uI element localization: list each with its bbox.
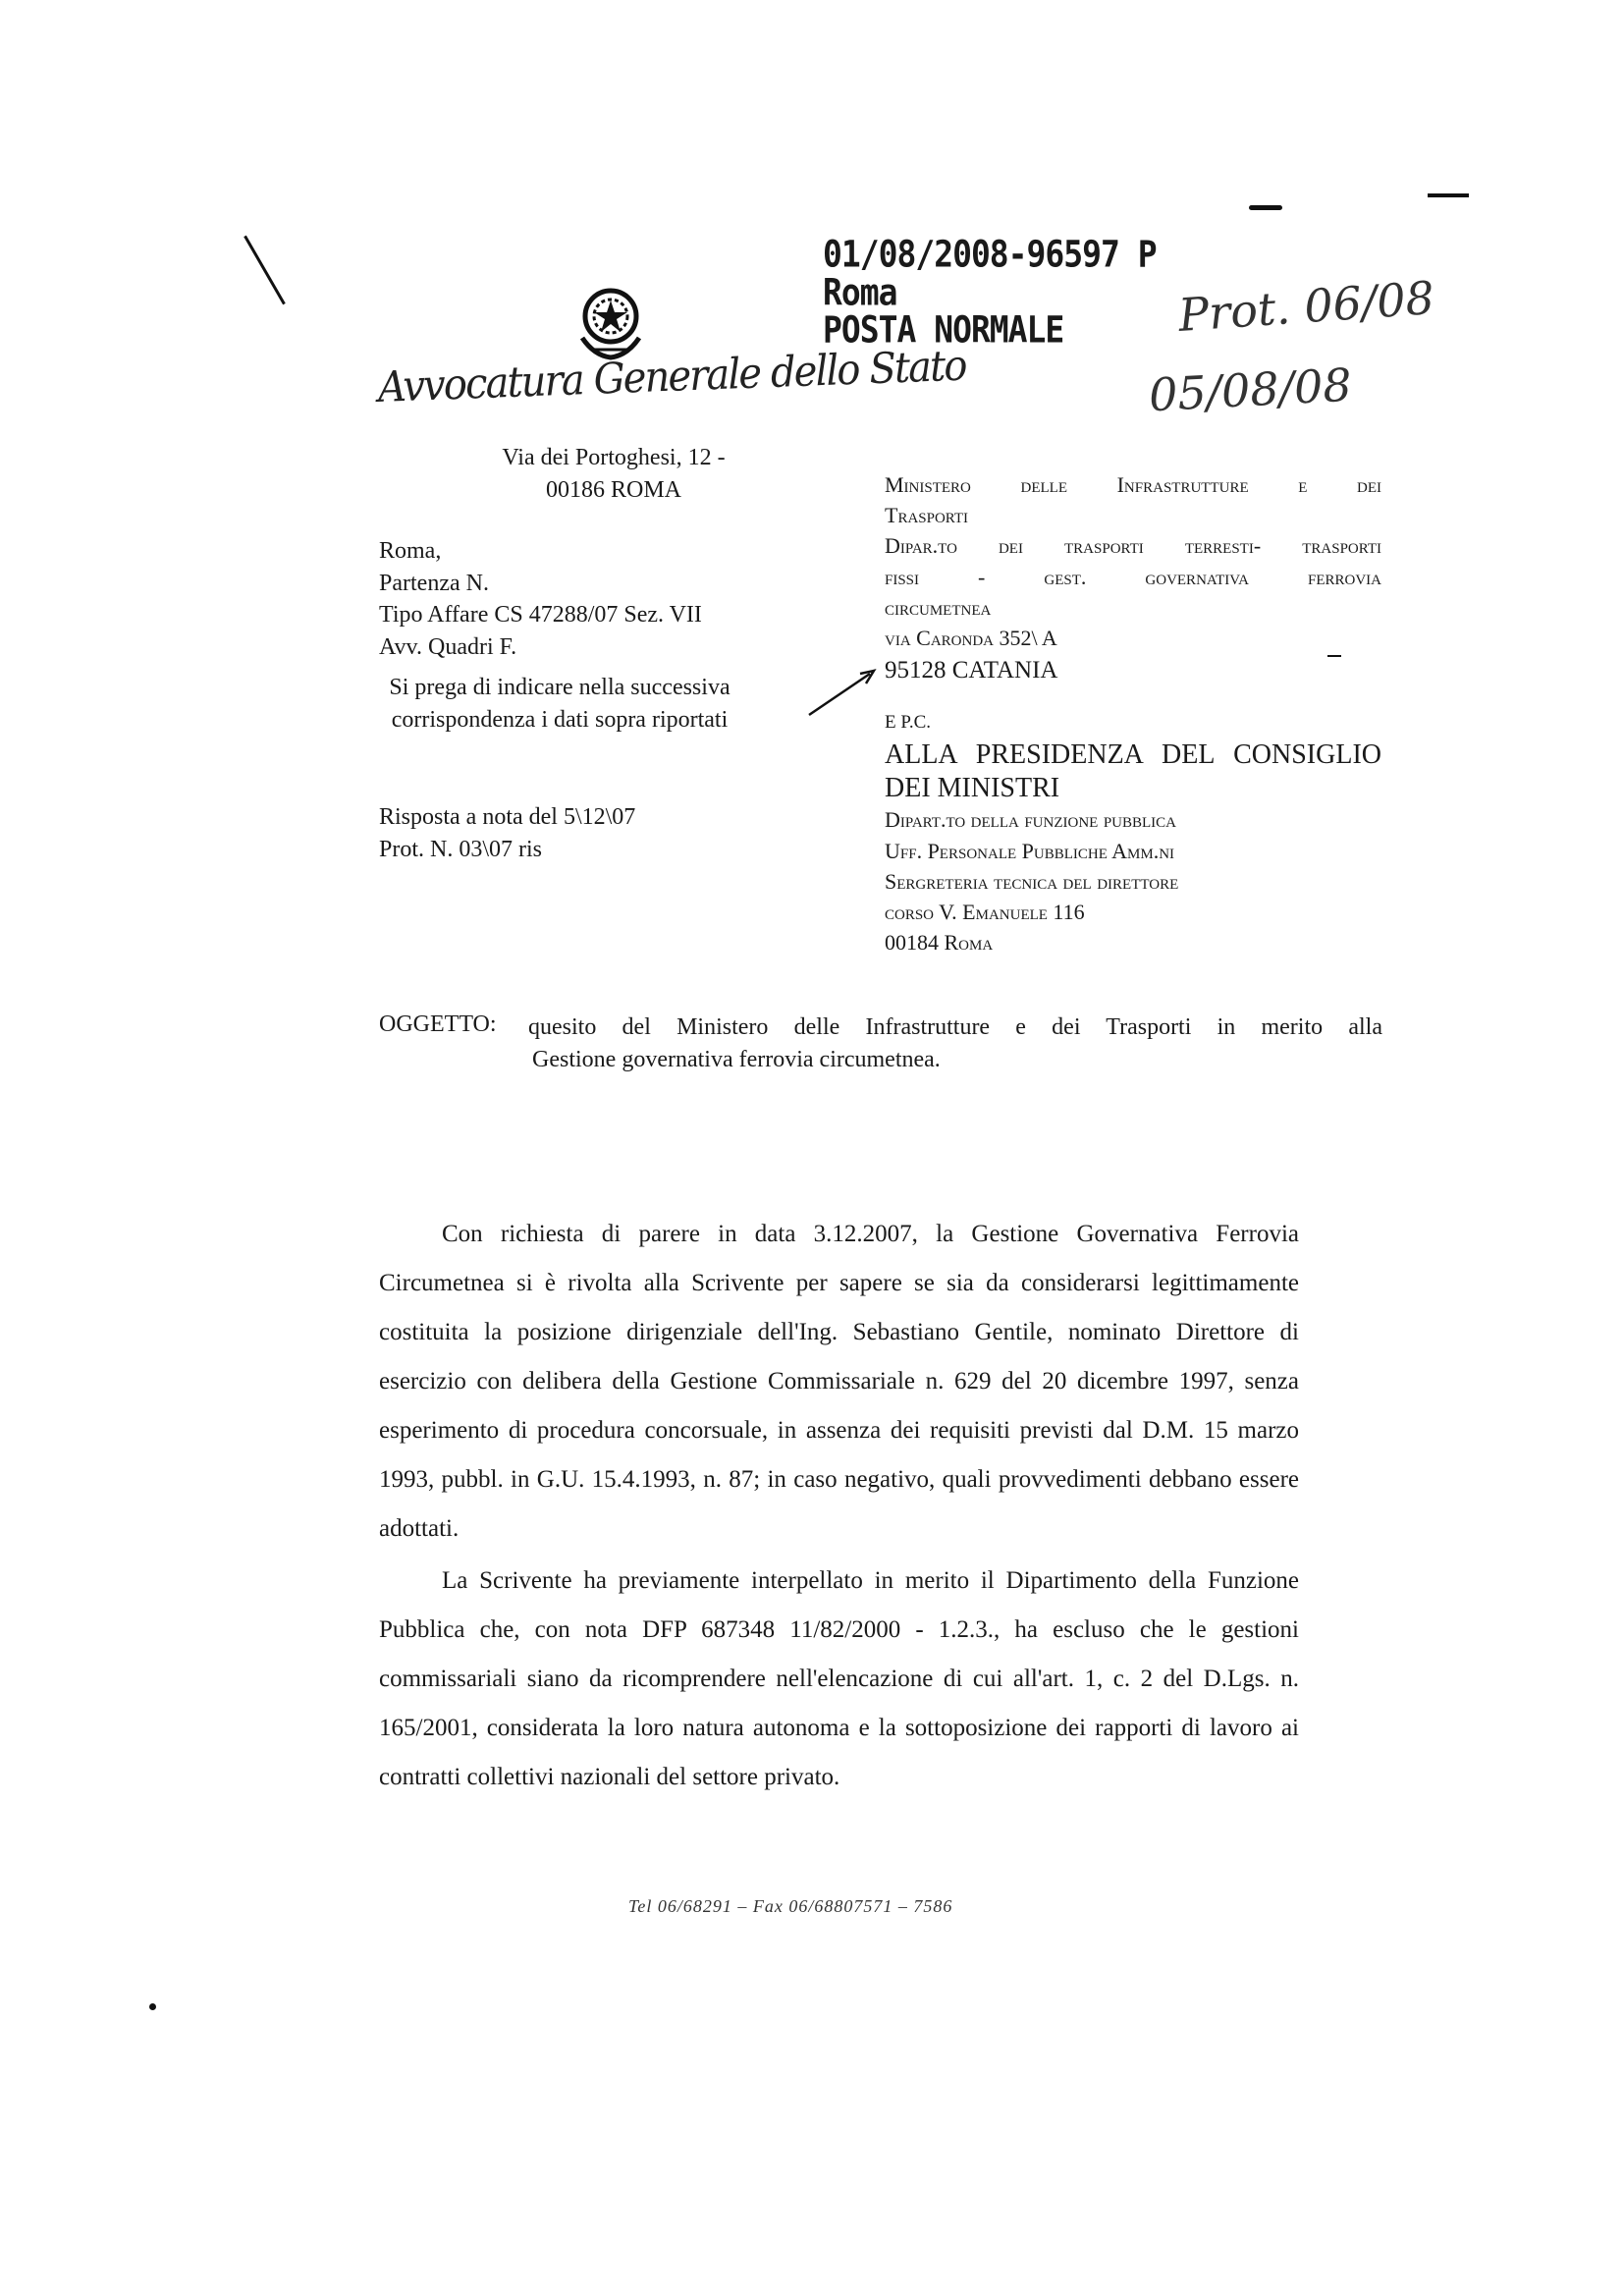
subject-label: OGGETTO:	[379, 1011, 497, 1037]
recipient1-line5: circumetnea	[885, 594, 992, 620]
reply-reference	[379, 801, 635, 865]
sender-city: 00186 ROMA	[545, 476, 681, 503]
handwritten-date: 05/08/08	[1147, 357, 1353, 422]
recipient2-line7: 00184 Roma	[885, 930, 994, 956]
body-paragraph-1: Con richiesta di parere in data 3.12.2007, la Gestione Governativa Ferrovia Circumetnea si è rivolta alla Scrivente per sapere se sia da considerarsi legittimamente costituita la posizione dirigenziale dell'Ing. Sebastiano Gentile, nominato Direttore di esercizio con delibera della Gestione Commissariale n. 629 del 20 dicembre 1997, senza esperimento di procedura concorsuale, in assenza dei requisiti previsti dal D.M. 15 marzo 1993, pubbl. in G.U. 15.4.1993, n. 87; in caso negativo, quali provvedimenti debbano essere adottati.	[379, 1221, 1299, 1542]
recipient1-line6: via Caronda 352\ A	[885, 626, 1057, 651]
protocol-stamp	[823, 232, 1157, 352]
stamp-city: Roma	[823, 270, 897, 314]
reference-city: Roma,	[379, 538, 442, 564]
subject-line1: quesito del Ministero delle Infrastrutture e dei Trasporti in merito alla	[528, 1014, 1382, 1040]
scan-mark-slash	[243, 236, 286, 305]
recipient1-line7: 95128 CATANIA	[885, 657, 1058, 684]
recipient-copy	[885, 707, 1381, 958]
recipient1-line3: Dipar.to dei trasporti terresti- trasporti	[885, 533, 1381, 559]
subject-text	[528, 1011, 1382, 1076]
recipient2-line2: DEI MINISTRI	[885, 772, 1060, 803]
recipient2-line6: corso V. Emanuele 116	[885, 900, 1085, 925]
handwritten-protocol: Prot. 06/08	[1176, 270, 1436, 343]
scan-mark-top-right	[1428, 193, 1469, 197]
epc-label: E P.C.	[885, 712, 931, 733]
sender-address	[447, 442, 781, 506]
letterhead-signature: Avvocatura Generale dello Stato	[377, 341, 967, 412]
reply-date: Risposta a nota del 5\12\07	[379, 804, 636, 830]
footer-contacts: Tel 06/68291 – Fax 06/68807571 – 7586	[628, 1896, 953, 1916]
handwritten-arrow-icon	[805, 666, 878, 719]
subject-line2: Gestione governativa ferrovia circumetnea.	[532, 1046, 941, 1072]
recipient2-line4: Uff. Personale Pubbliche Amm.ni	[885, 838, 1175, 863]
body-paragraph-2: La Scrivente ha previamente interpellato in merito il Dipartimento della Funzione Pubblica che, con nota DFP 687348 11/82/2000 - 1.2.3., ha escluso che le gestioni commissariali siano da ricomprendere nell'elencazione di cui all'art. 1, c. 2 del D.Lgs. n. 165/2001, considerata la loro natura autonoma e la sottoposizione dei rapporti di lavoro ai contratti collettivi nazionali del settore privato.	[379, 1567, 1299, 1790]
reference-partenza: Partenza N.	[379, 570, 489, 596]
sender-street: Via dei Portoghesi, 12 -	[502, 445, 726, 470]
scan-mark-dot	[149, 2003, 156, 2010]
reference-avvocato: Avv. Quadri F.	[379, 633, 517, 660]
recipient1-line4: fissi - gest. governativa ferrovia	[885, 564, 1381, 589]
recipient1-line2: Trasporti	[885, 503, 969, 528]
recipient-primary	[885, 469, 1381, 688]
stamp-mail-type: POSTA NORMALE	[823, 308, 1064, 352]
recipient2-line5: Sergreteria tecnica del direttore	[885, 868, 1179, 894]
reply-protocol: Prot. N. 03\07 ris	[379, 836, 543, 862]
recipient2-line1: ALLA PRESIDENZA DEL CONSIGLIO	[885, 739, 1381, 771]
reference-note: Si prega di indicare nella successiva corrispondenza i dati sopra riportati	[389, 675, 730, 733]
republic-emblem-icon	[574, 283, 647, 363]
scan-mark-smudge	[1249, 205, 1282, 210]
reference-tipo-affare: Tipo Affare CS 47288/07 Sez. VII	[379, 602, 702, 629]
recipient1-line1: Ministero delle Infrastrutture e dei	[885, 472, 1381, 497]
recipient2-line3: Dipart.to della funzione pubblica	[885, 807, 1176, 833]
stamp-number: 01/08/2008-96597 P	[823, 232, 1157, 276]
reference-block	[379, 535, 702, 664]
